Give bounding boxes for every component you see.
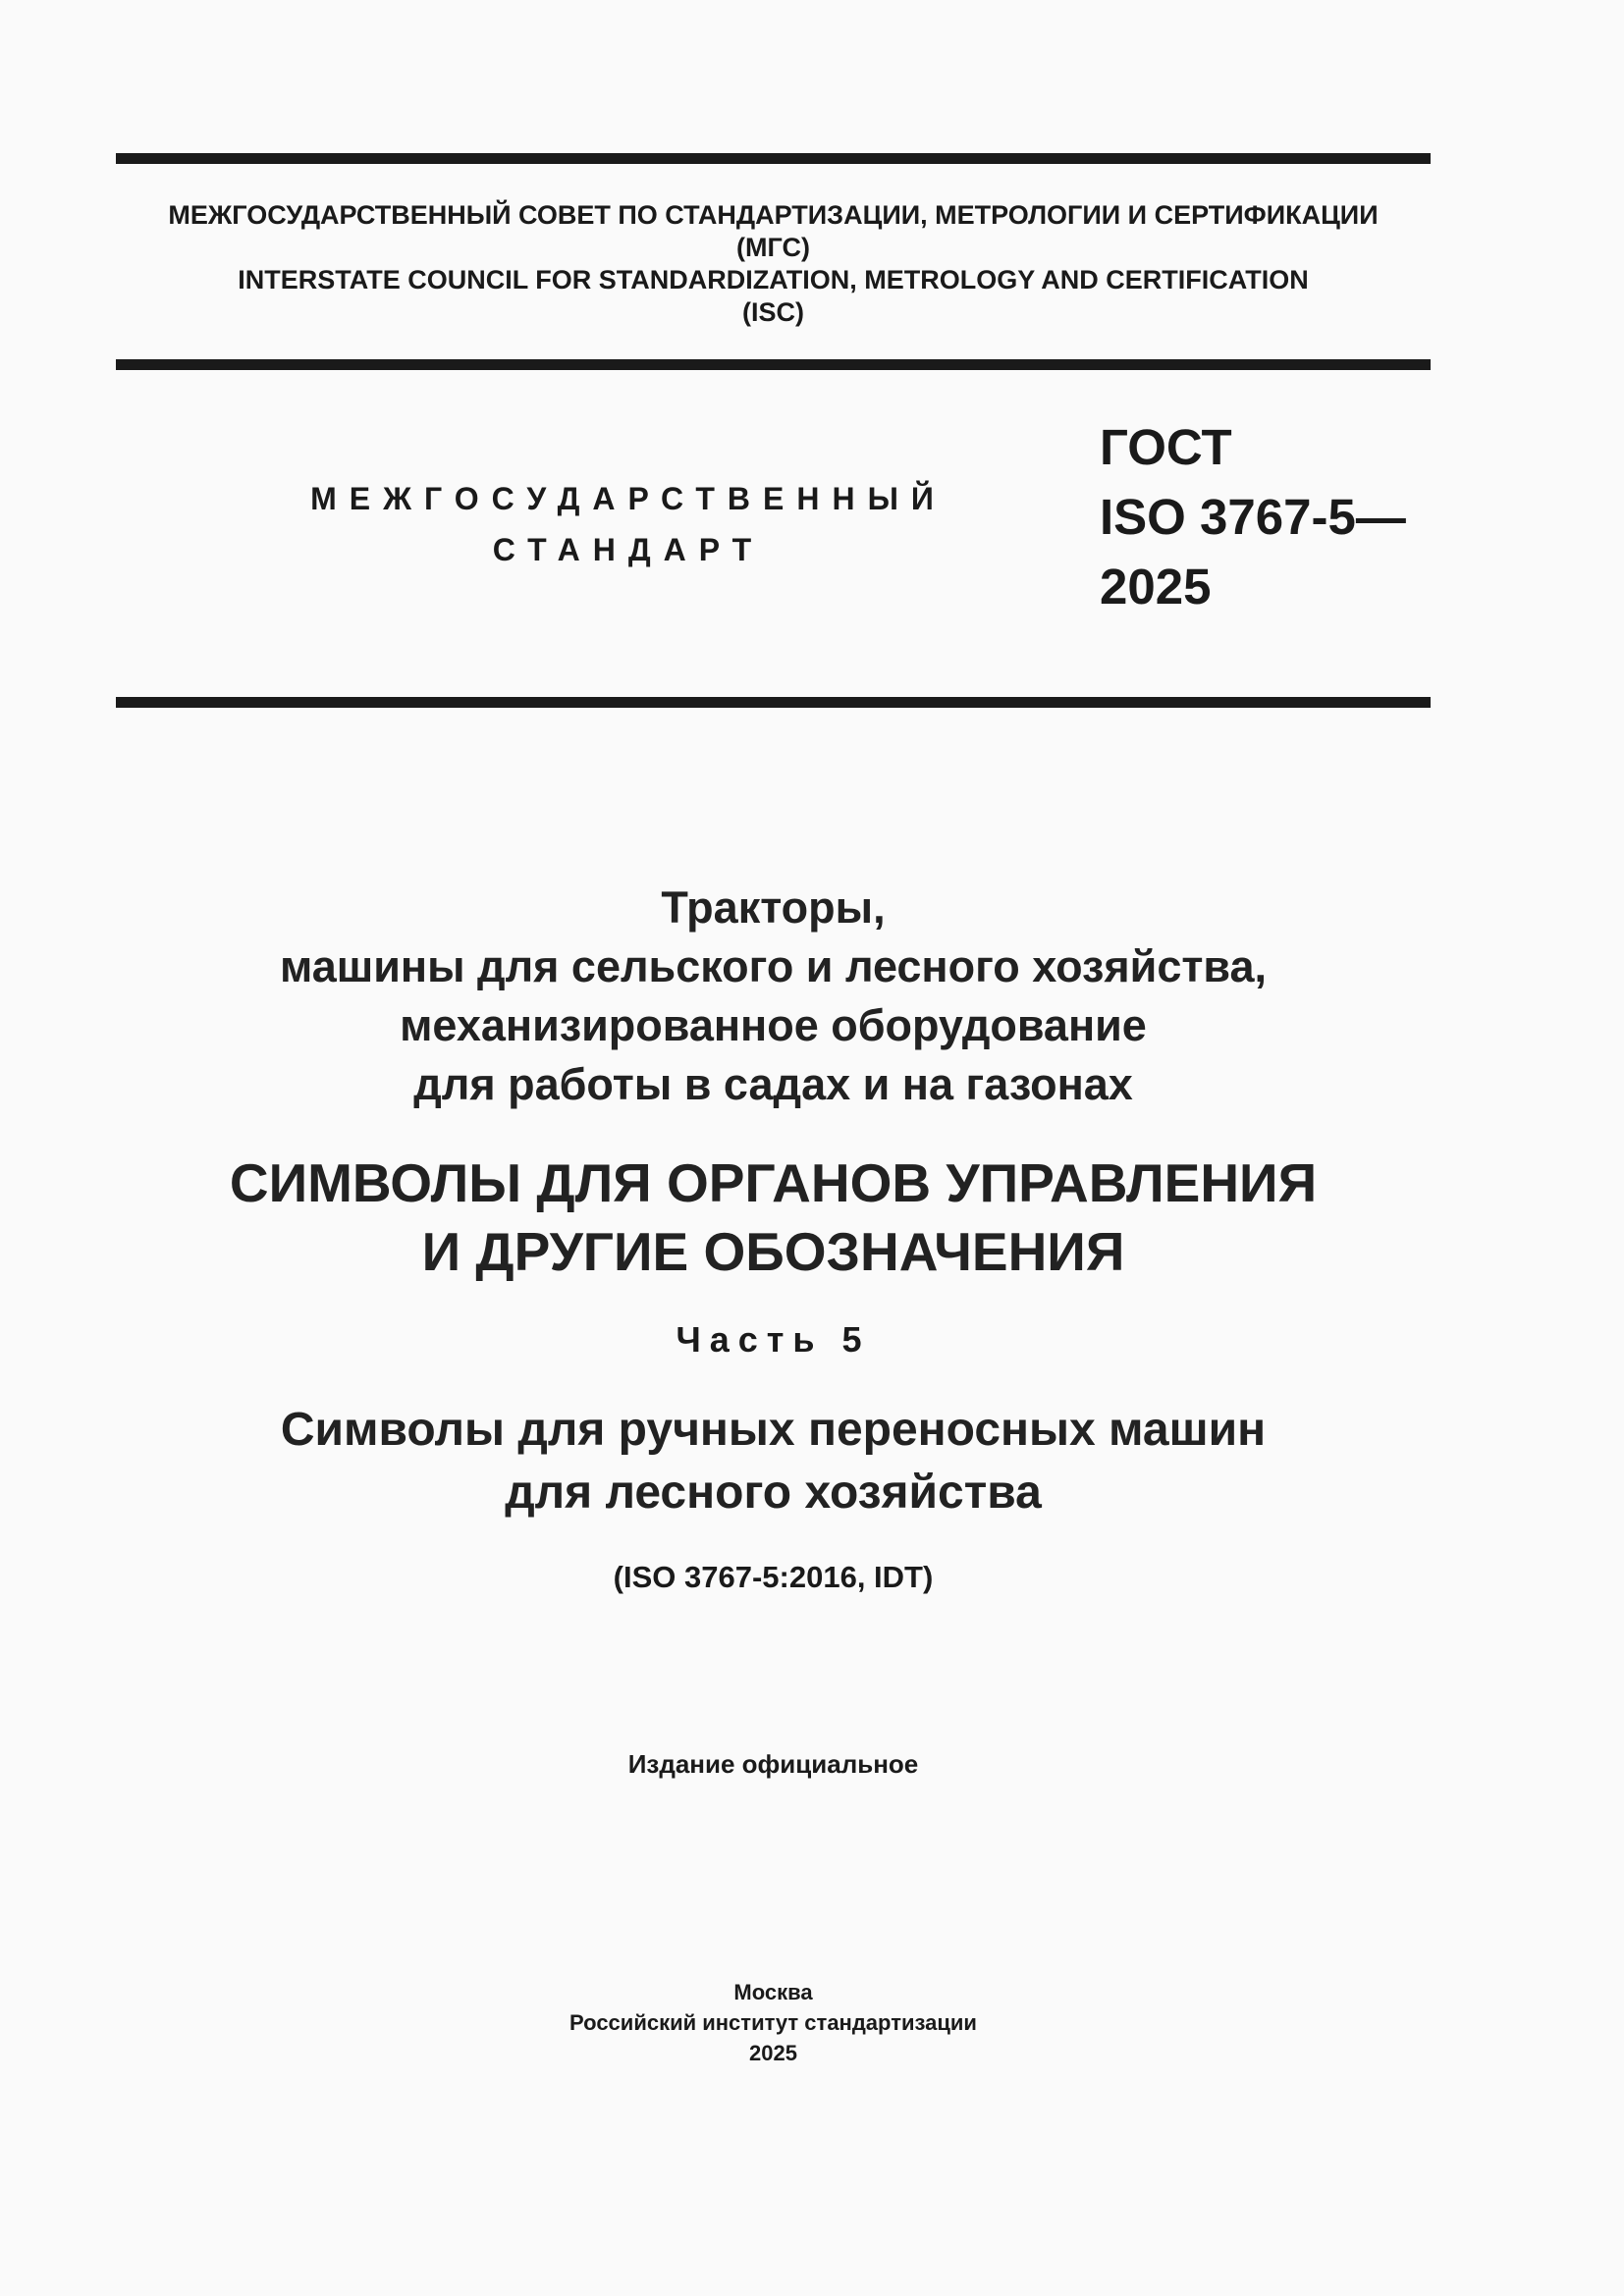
title-line: для работы в садах и на газонах bbox=[413, 1059, 1133, 1109]
title-caps-line: СИМВОЛЫ ДЛЯ ОРГАНОВ УПРАВЛЕНИЯ bbox=[229, 1152, 1318, 1213]
imprint bbox=[116, 1977, 1431, 2068]
title-line: машины для сельского и лесного хозяйства, bbox=[280, 941, 1267, 991]
standard-kind-line1: МЕЖГОСУДАРСТВЕННЫЙ bbox=[310, 481, 947, 516]
document-title-caps bbox=[116, 1148, 1431, 1286]
standard-id-line3: 2025 bbox=[1100, 559, 1212, 614]
subtitle-line: Символы для ручных переносных машин bbox=[280, 1404, 1267, 1456]
council-name-en: INTERSTATE COUNCIL FOR STANDARDIZATION, METROLOGY AND CERTIFICATION bbox=[238, 265, 1309, 294]
edition-label: Издание официальное bbox=[627, 1749, 919, 1779]
part-label: Часть 5 bbox=[676, 1319, 871, 1360]
standard-kind-line2: СТАНДАРТ bbox=[492, 532, 765, 567]
title-line: Тракторы, bbox=[661, 882, 886, 933]
standard-id-line1: ГОСТ bbox=[1100, 419, 1232, 475]
designation-bottom-rule bbox=[116, 697, 1431, 708]
council-header bbox=[116, 199, 1431, 329]
imprint-publisher: Российский институт стандартизации bbox=[569, 2010, 977, 2035]
standard-designation bbox=[1100, 412, 1406, 621]
iso-reference: (ISO 3767-5:2016, IDT) bbox=[613, 1560, 934, 1594]
council-name-ru: МЕЖГОСУДАРСТВЕННЫЙ СОВЕТ ПО СТАНДАРТИЗАЦИИ, МЕТРОЛОГИИ И СЕРТИФИКАЦИИ bbox=[168, 200, 1379, 230]
document-subtitle bbox=[116, 1399, 1431, 1524]
title-line: механизированное оборудование bbox=[400, 1000, 1147, 1050]
document-title bbox=[116, 879, 1431, 1114]
header-bottom-rule bbox=[116, 359, 1431, 370]
standard-kind bbox=[275, 473, 982, 575]
subtitle-line: для лесного хозяйства bbox=[505, 1467, 1042, 1519]
council-abbr-ru: (МГС) bbox=[736, 233, 810, 262]
title-caps-line: И ДРУГИЕ ОБОЗНАЧЕНИЯ bbox=[421, 1221, 1125, 1282]
imprint-year: 2025 bbox=[749, 2041, 797, 2065]
top-rule bbox=[116, 153, 1431, 164]
imprint-city: Москва bbox=[733, 1980, 813, 2004]
council-abbr-en: (ISC) bbox=[742, 297, 804, 327]
standard-id-line2: ISO 3767-5— bbox=[1100, 489, 1406, 545]
